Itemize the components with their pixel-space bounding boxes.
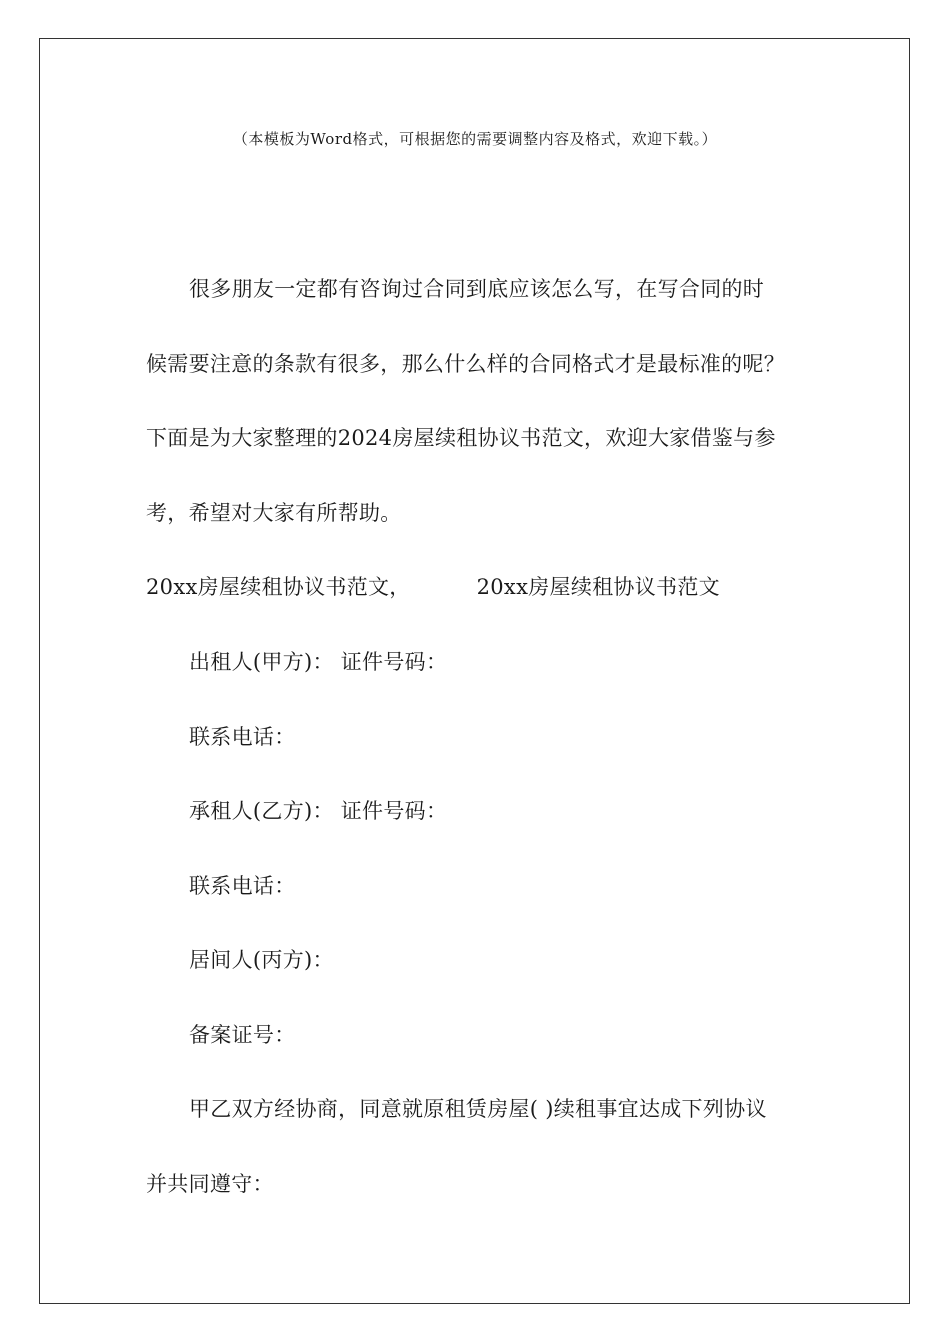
agreement-line-2: 并共同遵守： <box>146 1172 274 1196</box>
template-note: （本模板为Word格式，可根据您的需要调整内容及格式，欢迎下载。） <box>232 130 718 148</box>
intro-line-3: 下面是为大家整理的2024房屋续租协议书范文，欢迎大家借鉴与参 <box>146 426 776 450</box>
intro-line-4: 考，希望对大家有所帮助。 <box>146 501 402 525</box>
lessee-line: 承租人(乙方)： 证件号码： <box>189 799 448 823</box>
filing-number: 备案证号： <box>189 1023 296 1047</box>
intro-line-2: 候需要注意的条款有很多，那么什么样的合同格式才是最标准的呢？ <box>146 352 785 376</box>
intro-line-1: 很多朋友一定都有咨询过合同到底应该怎么写，在写合同的时 <box>189 277 765 301</box>
lessor-phone: 联系电话： <box>189 725 296 749</box>
lessee-phone: 联系电话： <box>189 874 296 898</box>
document-title-right: 20xx房屋续租协议书范文 <box>476 575 720 599</box>
agreement-line-1: 甲乙双方经协商，同意就原租赁房屋( )续租事宜达成下列协议 <box>189 1097 767 1121</box>
document-title-row <box>146 573 720 601</box>
intermediary-line: 居间人(丙方)： <box>189 948 334 972</box>
document-title-left: 20xx房屋续租协议书范文， <box>146 575 411 599</box>
lessor-line: 出租人(甲方)： 证件号码： <box>189 650 448 674</box>
